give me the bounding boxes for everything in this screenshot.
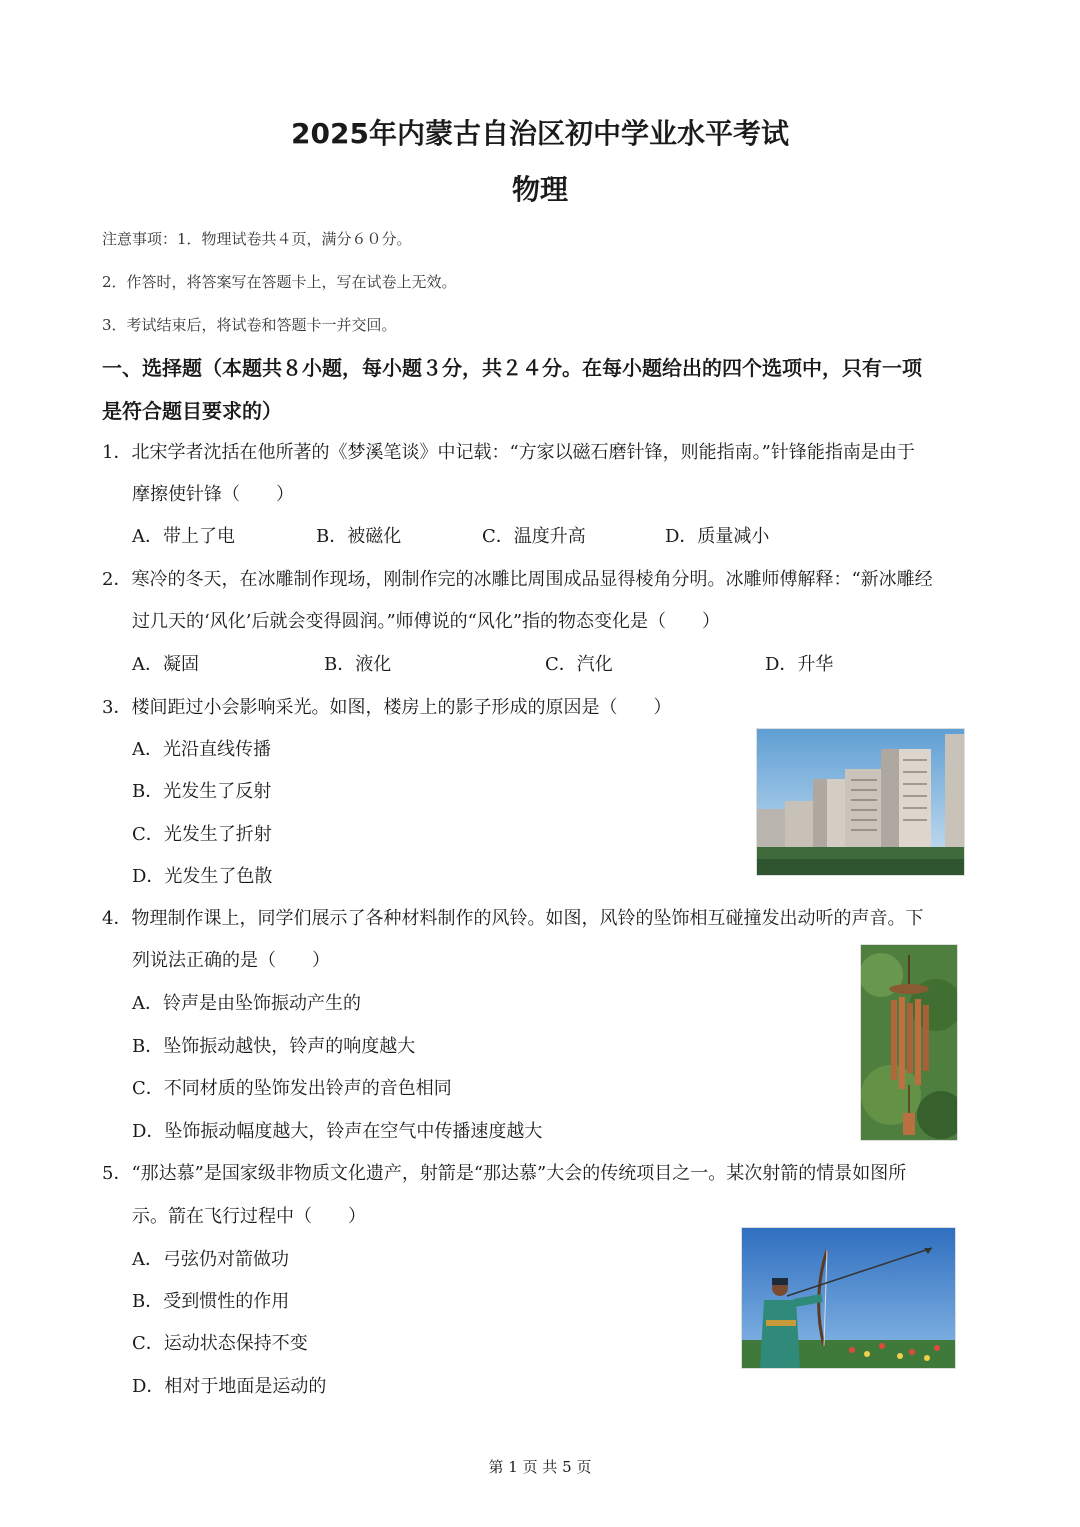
notice-line: 注意事项：1．物理试卷共４页，满分６０分。 [102, 230, 412, 248]
question-3-option-a: A．光沿直线传播 [132, 739, 271, 760]
question-3-option-c: C．光发生了折射 [132, 824, 272, 845]
question-2-stem-cont: 过几天的‘风化’后就会变得圆润。”师傅说的“风化”指的物态变化是（ ） [132, 611, 721, 632]
buildings-image [756, 728, 965, 876]
exam-title: 2025年内蒙古自治区初中学业水平考试 [291, 117, 789, 150]
question-2-option-b: B．液化 [324, 654, 392, 675]
section-heading-cont: 是符合题目要求的） [102, 399, 282, 423]
wind-chime-image [860, 944, 958, 1141]
page-footer: 第 1 页 共 5 页 [488, 1458, 592, 1476]
notice-line: 2．作答时，将答案写在答题卡上，写在试卷上无效。 [102, 273, 457, 291]
question-2-stem: 2．寒冷的冬天，在冰雕制作现场，刚制作完的冰雕比周围成品显得棱角分明。冰雕师傅解释：“新冰雕经 [102, 569, 933, 590]
question-1-stem: 1．北宋学者沈括在他所著的《梦溪笔谈》中记载：“方家以磁石磨针锋，则能指南。”针锋能指南是由于 [102, 442, 915, 463]
question-5-option-c: C．运动状态保持不变 [132, 1333, 308, 1354]
question-4-option-b: B．坠饰振动越快，铃声的响度越大 [132, 1036, 416, 1057]
question-5-stem-cont: 示。箭在飞行过程中（ ） [132, 1206, 366, 1227]
question-1-stem-cont: 摩擦使针锋（ ） [132, 484, 294, 505]
question-1-option-d: D．质量减小 [665, 526, 770, 547]
question-4-option-c: C．不同材质的坠饰发出铃声的音色相同 [132, 1078, 452, 1099]
question-1-option-c: C．温度升高 [482, 526, 586, 547]
question-2-option-d: D．升华 [765, 654, 834, 675]
question-2-option-a: A．凝固 [132, 654, 199, 675]
question-3-option-d: D．光发生了色散 [132, 866, 273, 887]
question-3-stem: 3．楼间距过小会影响采光。如图，楼房上的影子形成的原因是（ ） [102, 697, 672, 718]
question-4-option-a: A．铃声是由坠饰振动产生的 [132, 993, 361, 1014]
question-2-option-c: C．汽化 [545, 654, 613, 675]
subject-title: 物理 [511, 173, 568, 206]
question-5-option-a: A．弓弦仍对箭做功 [132, 1249, 289, 1270]
notice-line: 3．考试结束后，将试卷和答题卡一并交回。 [102, 316, 397, 334]
question-3-option-b: B．光发生了反射 [132, 781, 272, 802]
question-1-option-a: A．带上了电 [132, 526, 235, 547]
question-5-option-d: D．相对于地面是运动的 [132, 1376, 327, 1397]
question-4-option-d: D．坠饰振动幅度越大，铃声在空气中传播速度越大 [132, 1121, 543, 1142]
question-1-option-b: B．被磁化 [316, 526, 402, 547]
question-4-stem: 4．物理制作课上，同学们展示了各种材料制作的风铃。如图，风铃的坠饰相互碰撞发出动听的声音。下 [102, 908, 924, 929]
question-5-option-b: B．受到惯性的作用 [132, 1291, 290, 1312]
archer-image [741, 1227, 956, 1369]
section-heading: 一、选择题（本题共８小题，每小题３分，共２４分。在每小题给出的四个选项中，只有一项 [102, 356, 922, 380]
question-4-stem-cont: 列说法正确的是（ ） [132, 950, 330, 971]
question-5-stem: 5．“那达慕”是国家级非物质文化遗产，射箭是“那达慕”大会的传统项目之一。某次射箭的情景如图所 [102, 1163, 907, 1184]
